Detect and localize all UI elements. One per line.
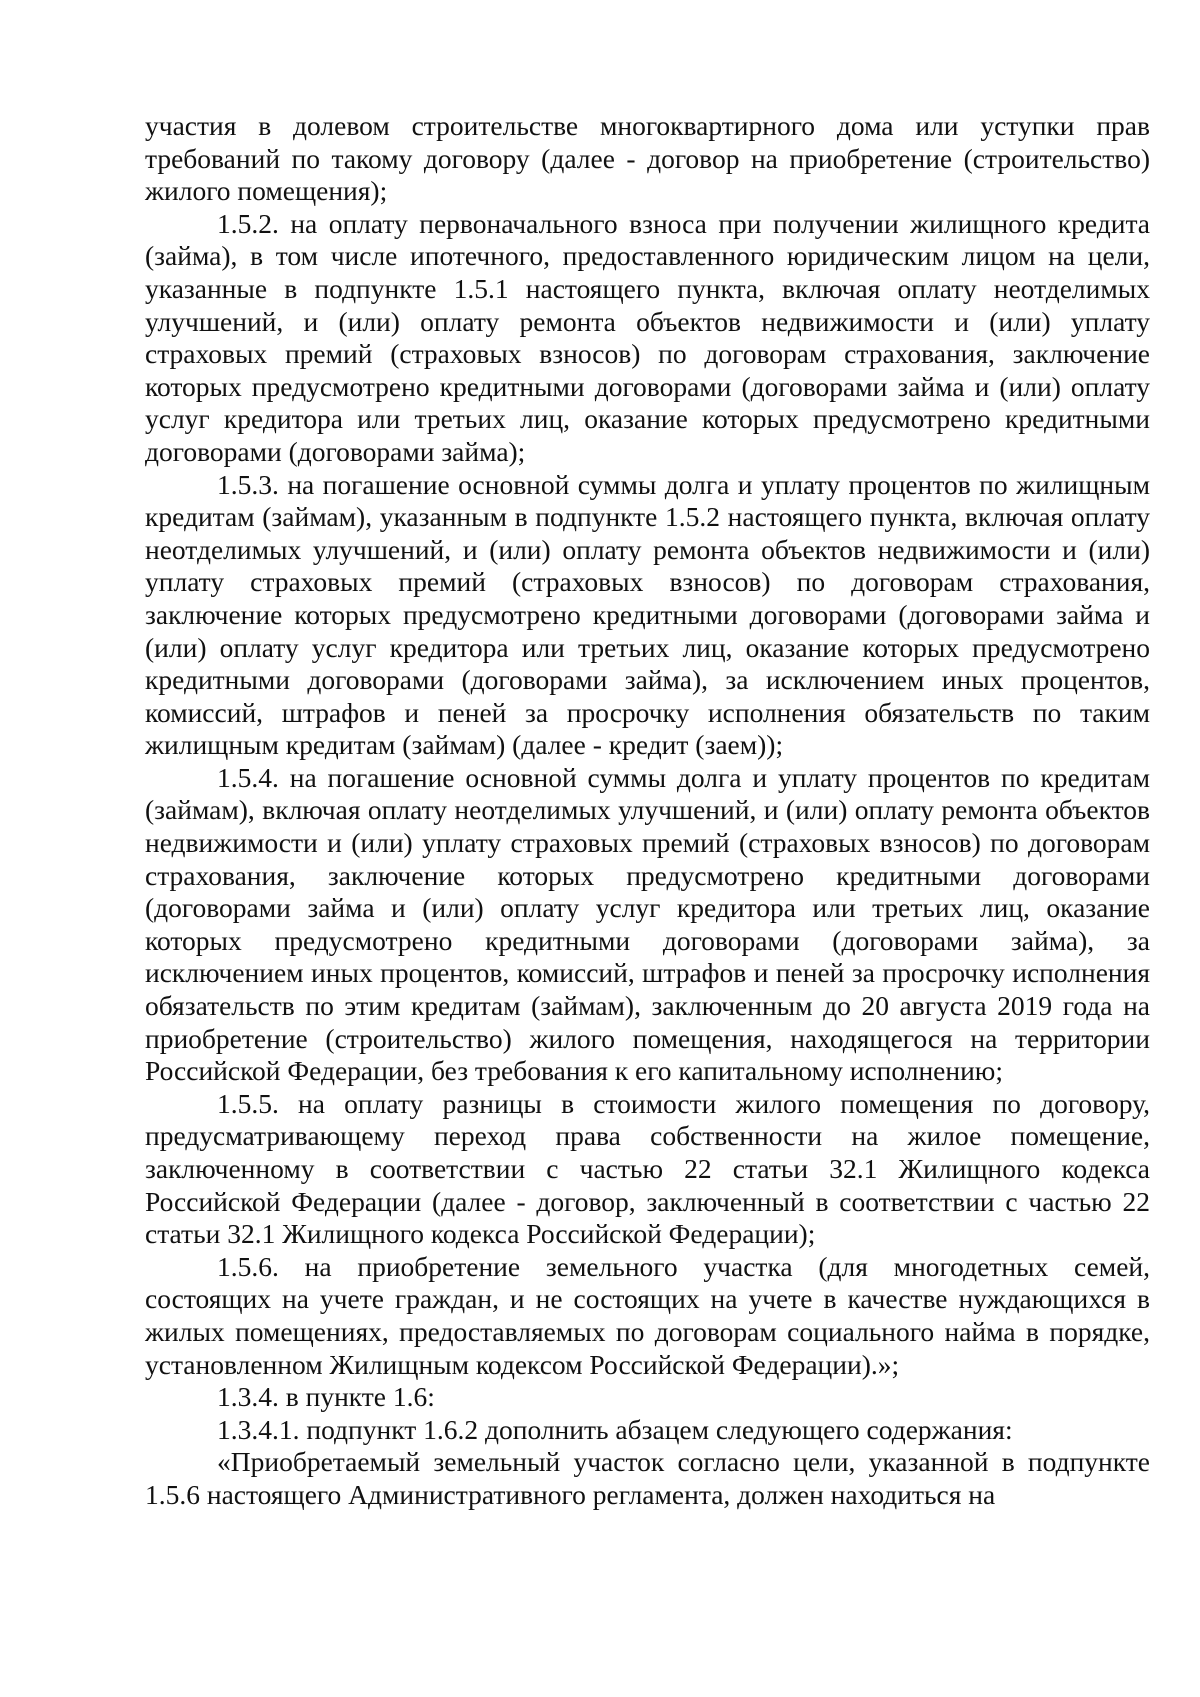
paragraph-1-5-4: 1.5.4. на погашение основной суммы долга и уплату процентов по кредитам (займам), включая оплату неотделимых улучшений, и (или) оплату ремонта объектов недвижимости и (или) уплату страховых премий (страховых взносов) по договорам страхования, заключение которых предусмотрено кредитными договорами (договорами займа и (или) оплату услуг кредитора или третьих лиц, оказание которых предусмотрено кредитными договорами (договорами займа), за исключением иных процентов, комиссий, штрафов и пеней за просрочку исполнения обязательств по этим кредитам (займам), заключенным до 20 августа 2019 года на приобретение (строительство) жилого помещения, находящегося на территории Российской Федерации, без требования к его капитальному исполнению; [145, 761, 1150, 1087]
paragraph-1-5-3: 1.5.3. на погашение основной суммы долга и уплату процентов по жилищным кредитам (займам), указанным в подпункте 1.5.2 настоящего пункта, включая оплату неотделимых улучшений, и (или) оплату ремонта объектов недвижимости и (или) уплату страховых премий (страховых взносов) по договорам страхования, заключение которых предусмотрено кредитными договорами (договорами займа и (или) оплату услуг кредитора или третьих лиц, оказание которых предусмотрено кредитными договорами (договорами займа), за исключением иных процентов, комиссий, штрафов и пеней за просрочку исполнения обязательств по таким жилищным кредитам (займам) (далее - кредит (заем)); [145, 468, 1150, 761]
paragraph-continuation: участия в долевом строительстве многоквартирного дома или уступки прав требований по такому договору (далее - договор на приобретение (строительство) жилого помещения); [145, 110, 1150, 207]
paragraph-1-3-4-1: 1.3.4.1. подпункт 1.6.2 дополнить абзацем следующего содержания: [217, 1413, 1013, 1445]
paragraph-quote-start: «Приобретаемый земельный участок согласно цели, указанной в подпункте 1.5.6 настоящего Административного регламента, должен находиться на [145, 1446, 1150, 1510]
paragraph-1-3-4: 1.3.4. в пункте 1.6: [217, 1381, 435, 1413]
document-page [145, 110, 1150, 1512]
paragraph-1-5-2: 1.5.2. на оплату первоначального взноса при получении жилищного кредита (займа), в том числе ипотечного, предоставленного юридическим лицом на цели, указанные в подпункте 1.5.1 настоящего пункта, включая оплату неотделимых улучшений, и (или) оплату ремонта объектов недвижимости и (или) уплату страховых премий (страховых взносов) по договорам страхования, заключение которых предусмотрено кредитными договорами (договорами займа и (или) оплату услуг кредитора или третьих лиц, оказание которых предусмотрено кредитными договорами (договорами займа); [145, 207, 1150, 467]
paragraph-1-5-6: 1.5.6. на приобретение земельного участка (для многодетных семей, состоящих на учете граждан, и не состоящих на учете в качестве нуждающихся в жилых помещениях, предоставляемых по договорам социального найма в порядке, установленном Жилищным кодексом Российской Федерации).»; [145, 1250, 1150, 1380]
paragraph-1-5-5: 1.5.5. на оплату разницы в стоимости жилого помещения по договору, предусматривающему переход права собственности на жилое помещение, заключенному в соответствии с частью 22 статьи 32.1 Жилищного кодекса Российской Федерации (далее - договор, заключенный в соответствии с частью 22 статьи 32.1 Жилищного кодекса Российской Федерации); [145, 1087, 1150, 1250]
